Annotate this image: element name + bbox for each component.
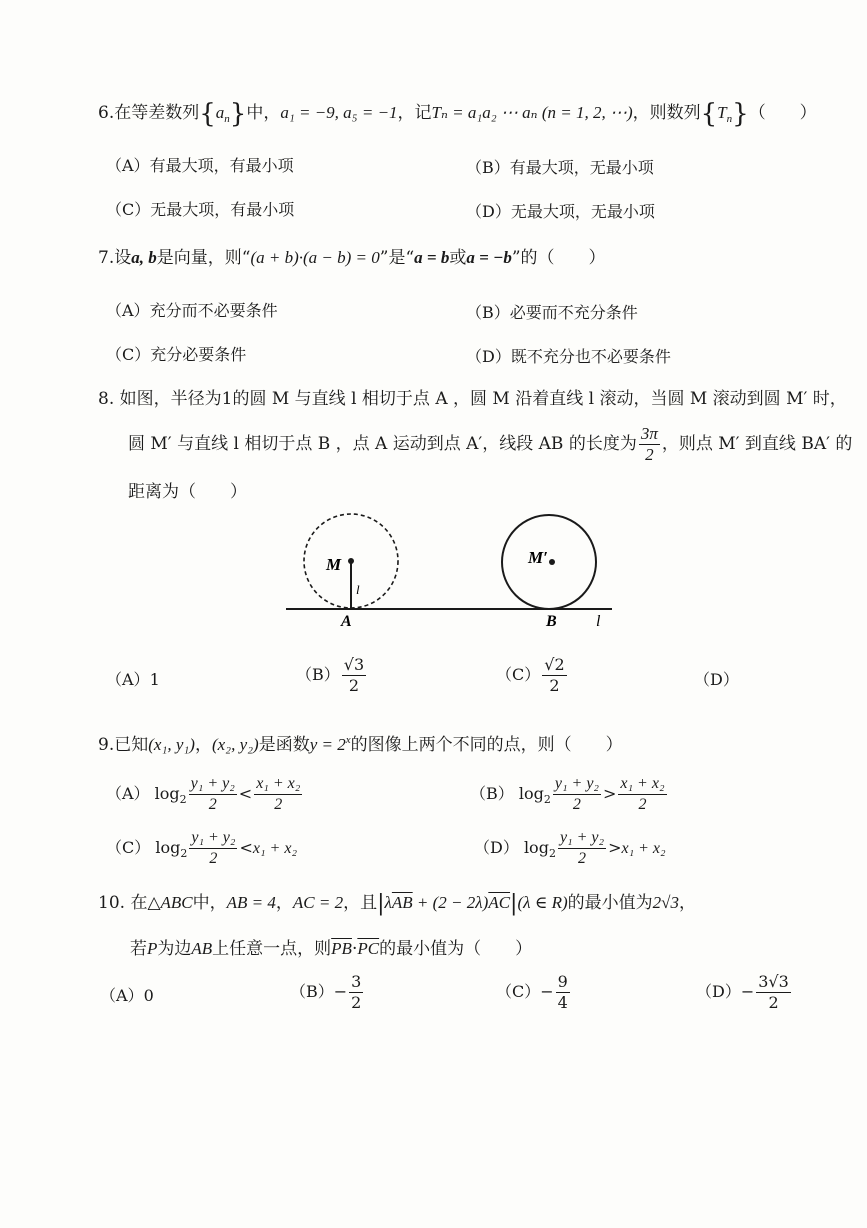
q10-line-1: 10. 在△ABC中，AB = 4，AC = 2，且$|\lambda\overline{AB} + (2 - 2\lambda)\overline{AC}|(\lambda$ ∈ R)的最小值为2√3， xyxy=(98,891,696,916)
q7-text-d: ”的（ ） xyxy=(511,248,606,268)
q8-text-1: 如图，半径为1的圆 M 与直线 l 相切于点 A ，圆 M 沿着直线 l 滚动，当圆 M 滚动到圆 M′ 时， xyxy=(119,389,847,409)
option-label: （D） xyxy=(466,347,511,366)
q10-condition-ac: AC = 2 xyxy=(292,893,344,912)
fraction-numerator: √2 xyxy=(544,655,565,674)
q7-vectors: a, b xyxy=(131,248,157,267)
q8-text-2a: 圆 M′ 与直线 l 相切于点 B ，点 A 运动到点 A′，线段 AB 的长度为 xyxy=(128,434,637,454)
log: log xyxy=(154,784,180,803)
q6-text-a: 在等差数列 xyxy=(114,103,200,123)
q10-text-b: 中， xyxy=(192,893,227,913)
q10-number: 10. xyxy=(98,893,126,913)
q6-seq-t-sub: n xyxy=(726,113,733,125)
q6-seq-a-sub: n xyxy=(224,113,230,125)
option-text: 充分必要条件 xyxy=(150,345,247,364)
label-l: l xyxy=(596,613,601,630)
log-base: 2 xyxy=(180,847,188,860)
fraction-denominator: 2 xyxy=(351,993,362,1012)
q10-text-c: ，且 xyxy=(343,893,378,913)
relation: < xyxy=(238,784,253,803)
fraction-denominator: 2 xyxy=(348,676,360,695)
q8-text-3: 距离为（ ） xyxy=(128,482,247,502)
fraction-numerator: y₁ + y₂ xyxy=(189,774,237,795)
q10-min-value: 2√3 xyxy=(652,893,679,912)
q7-condition-1: a = b xyxy=(414,248,450,267)
q8-line-2 xyxy=(128,424,852,465)
q10-text-2b: 为边 xyxy=(157,939,192,959)
option-text: 1 xyxy=(149,670,160,689)
fraction-denominator: 2 xyxy=(578,850,586,867)
q10-condition-ab: AB = 4 xyxy=(226,893,276,912)
q9-point-2: (x₂, y₂) xyxy=(211,735,259,754)
q8-option-c[interactable] xyxy=(496,655,569,696)
fraction-numerator: y₁ + y₂ xyxy=(558,828,606,849)
option-label: （D） xyxy=(696,982,741,1001)
log-base: 2 xyxy=(548,847,556,860)
option-fraction xyxy=(542,655,566,696)
option-fraction-rhs xyxy=(254,774,302,815)
q8-line-3 xyxy=(128,480,247,504)
fraction-numerator: 3 xyxy=(351,972,362,991)
q8-line-1 xyxy=(98,387,847,411)
q10-text-2a: 若 xyxy=(130,939,147,959)
q10-lambda: λ xyxy=(384,893,392,912)
q9-stem xyxy=(98,728,623,757)
fraction-numerator: 3π xyxy=(640,424,658,443)
q7-option-d[interactable] xyxy=(466,345,671,369)
label-radius: l xyxy=(356,582,360,597)
q6-option-a[interactable] xyxy=(106,154,294,178)
option-label: （A） xyxy=(106,301,150,320)
q10-coefficient: + (2 − 2λ) xyxy=(412,893,489,912)
fraction-denominator: 2 xyxy=(768,993,779,1012)
fraction-numerator: 3√3 xyxy=(758,972,789,991)
q6-seq-t: T xyxy=(717,103,727,122)
q7-option-b[interactable] xyxy=(466,301,638,325)
option-text: 0 xyxy=(143,986,154,1005)
q10-text-2d: 的最小值为（ ） xyxy=(379,939,533,959)
q10-vector-pb: $\overline{PB}$ xyxy=(331,939,352,958)
label-m: M xyxy=(326,555,342,574)
option-label: （C） xyxy=(106,200,151,219)
option-rhs: x₁ + x₂ xyxy=(252,840,297,857)
fraction-denominator: 2 xyxy=(208,796,217,813)
q7-option-c[interactable] xyxy=(106,343,246,367)
option-label: （C） xyxy=(106,345,151,364)
q10-side-ab: AB xyxy=(191,939,213,958)
option-label: （B） xyxy=(466,303,510,322)
q8-text-2b: ，则点 M′ 到直线 BA′ 的 xyxy=(661,434,853,454)
relation: > xyxy=(608,838,622,857)
center-m-prime xyxy=(549,559,555,565)
option-fraction xyxy=(189,828,237,869)
q9-function-exponent: x xyxy=(345,734,351,746)
q6-number: 6. xyxy=(98,103,115,123)
fraction-numerator: x₁ + x₂ xyxy=(254,774,302,795)
relation: < xyxy=(239,838,253,857)
q7-or: 或 xyxy=(449,248,467,268)
option-label: （C） xyxy=(106,838,151,857)
fraction-numerator: √3 xyxy=(343,655,365,674)
option-rhs: x₁ + x₂ xyxy=(621,840,666,857)
fraction-denominator: 2 xyxy=(209,850,218,867)
q6-option-c[interactable] xyxy=(106,198,294,222)
q7-text-c: ”是“ xyxy=(379,248,415,268)
q8-option-a[interactable] xyxy=(106,668,160,692)
q10-triangle: △ABC xyxy=(147,893,193,912)
option-fraction xyxy=(349,972,363,1013)
fraction-denominator: 2 xyxy=(572,796,581,813)
option-label: （B） xyxy=(290,982,334,1001)
q8-figure xyxy=(280,508,625,633)
q7-number: 7. xyxy=(98,248,115,268)
q9-text-c: 的图像上两个不同的点，则（ ） xyxy=(350,735,623,755)
q9-number: 9. xyxy=(98,735,115,755)
option-fraction xyxy=(558,828,606,869)
option-label: （A） xyxy=(100,986,144,1005)
center-m xyxy=(348,558,354,564)
q9-point-1: (x₁, y₁) xyxy=(148,735,195,754)
option-fraction-rhs xyxy=(618,774,666,815)
option-sign: − xyxy=(333,982,348,1001)
option-label: （A） xyxy=(106,670,150,689)
label-a: A xyxy=(341,613,352,630)
q8-option-d[interactable] xyxy=(694,668,739,692)
q10-point-p: P xyxy=(147,939,158,958)
q10-text-2c: 上任意一点，则 xyxy=(212,939,332,959)
option-text: 充分而不必要条件 xyxy=(149,301,278,320)
q6-paren: （ ） xyxy=(748,103,817,123)
q6-stem: 6.在等差数列$\{a_n\}$中，a₁ = −9, a₅ = −1，记Tₙ = a₁a₂ ⋯ aₙ (n = 1, 2, ⋯)，则数列$\{T_n\}$（ ） xyxy=(98,99,817,129)
q10-option-c[interactable] xyxy=(496,972,572,1013)
q7-expression: (a + b)·(a − b) = 0 xyxy=(250,248,380,267)
q9-option-a[interactable] xyxy=(106,774,304,815)
q7-option-a[interactable] xyxy=(106,299,278,323)
fraction-numerator: y₁ + y₂ xyxy=(553,774,601,795)
option-text: 有最大项，无最小项 xyxy=(509,158,654,177)
q6-option-b[interactable] xyxy=(466,156,654,180)
option-label: （A） xyxy=(106,784,150,803)
q8-length-fraction xyxy=(639,424,660,465)
q6-text-d: ，则数列 xyxy=(632,103,701,123)
q10-vector-ac: $\overline{AC}$ xyxy=(488,893,511,912)
q10-option-d[interactable] xyxy=(696,972,793,1013)
q10-text-a: 在 xyxy=(130,893,148,913)
option-text: 必要而不充分条件 xyxy=(509,303,638,322)
option-fraction xyxy=(189,774,237,815)
q9-text-a: 已知 xyxy=(114,735,149,755)
q6-text-c: ，记 xyxy=(397,103,432,123)
label-b: B xyxy=(546,613,557,630)
q9-text-b: 是函数 xyxy=(258,735,310,755)
log: log xyxy=(523,838,549,857)
option-text: 无最大项，无最小项 xyxy=(510,202,655,221)
q6-text-b: 中， xyxy=(246,103,281,123)
q10-vector-ab: $\overline{AB}$ xyxy=(391,893,413,912)
q6-seq-a: a xyxy=(215,103,225,122)
option-text: 无最大项，有最小项 xyxy=(150,200,295,219)
q10-dot: · xyxy=(351,939,358,959)
q8-option-b[interactable] xyxy=(296,655,368,696)
q10-text-d: 的最小值为 xyxy=(567,893,653,913)
fraction-denominator: 2 xyxy=(549,676,560,695)
option-text: 有最大项，有最小项 xyxy=(149,156,294,175)
option-label: （C） xyxy=(496,665,541,684)
q9-option-b[interactable] xyxy=(470,774,669,815)
q10-vector-pc: $\overline{PC}$ xyxy=(357,939,380,958)
option-label: （D） xyxy=(466,202,511,221)
q7-text-b: 是向量，则“ xyxy=(156,248,251,268)
q6-definition: Tₙ = a₁a₂ ⋯ aₙ (n = 1, 2, ⋯) xyxy=(431,103,633,122)
q10-option-a[interactable] xyxy=(100,984,154,1008)
q7-stem xyxy=(98,246,606,270)
option-fraction xyxy=(556,972,570,1013)
fraction-denominator: 2 xyxy=(638,796,647,813)
q9-option-d[interactable] xyxy=(474,828,666,869)
fraction-numerator: 9 xyxy=(557,972,568,991)
log-base: 2 xyxy=(179,793,187,806)
option-text: 既不充分也不必要条件 xyxy=(510,347,671,366)
q7-text-a: 设 xyxy=(114,248,132,268)
option-fraction xyxy=(342,655,366,696)
fraction-denominator: 2 xyxy=(645,445,654,464)
option-label: （B） xyxy=(470,784,514,803)
q8-number: 8. xyxy=(98,389,115,409)
log-base: 2 xyxy=(543,793,551,806)
label-m-prime: M′ xyxy=(528,548,548,567)
option-label: （B） xyxy=(296,665,340,684)
q10-line-2 xyxy=(130,937,532,961)
log: log xyxy=(518,784,544,803)
option-sign: − xyxy=(740,982,755,1001)
option-label: （A） xyxy=(106,156,150,175)
option-label: （C） xyxy=(496,982,541,1001)
q10-option-b[interactable] xyxy=(290,972,365,1013)
option-label: （D） xyxy=(694,670,739,689)
q9-option-c[interactable] xyxy=(106,828,297,869)
q10-domain: (λ ∈ R) xyxy=(517,893,568,912)
fraction-denominator: 4 xyxy=(557,993,568,1012)
q6-condition: a₁ = −9, a₅ = −1 xyxy=(280,103,398,122)
q7-condition-2: a = −b xyxy=(466,248,512,267)
fraction-numerator: x₁ + x₂ xyxy=(618,774,666,795)
option-fraction xyxy=(553,774,601,815)
q6-option-d[interactable] xyxy=(466,200,655,224)
q9-comma: ， xyxy=(194,735,212,755)
q9-function: y = 2 xyxy=(309,735,346,754)
option-fraction xyxy=(756,972,791,1013)
fraction-denominator: 2 xyxy=(274,796,283,813)
fraction-numerator: y₁ + y₂ xyxy=(189,828,237,849)
option-sign: − xyxy=(540,982,554,1001)
log: log xyxy=(155,838,181,857)
option-label: （D） xyxy=(474,838,519,857)
option-label: （B） xyxy=(466,158,510,177)
relation: > xyxy=(602,784,617,803)
